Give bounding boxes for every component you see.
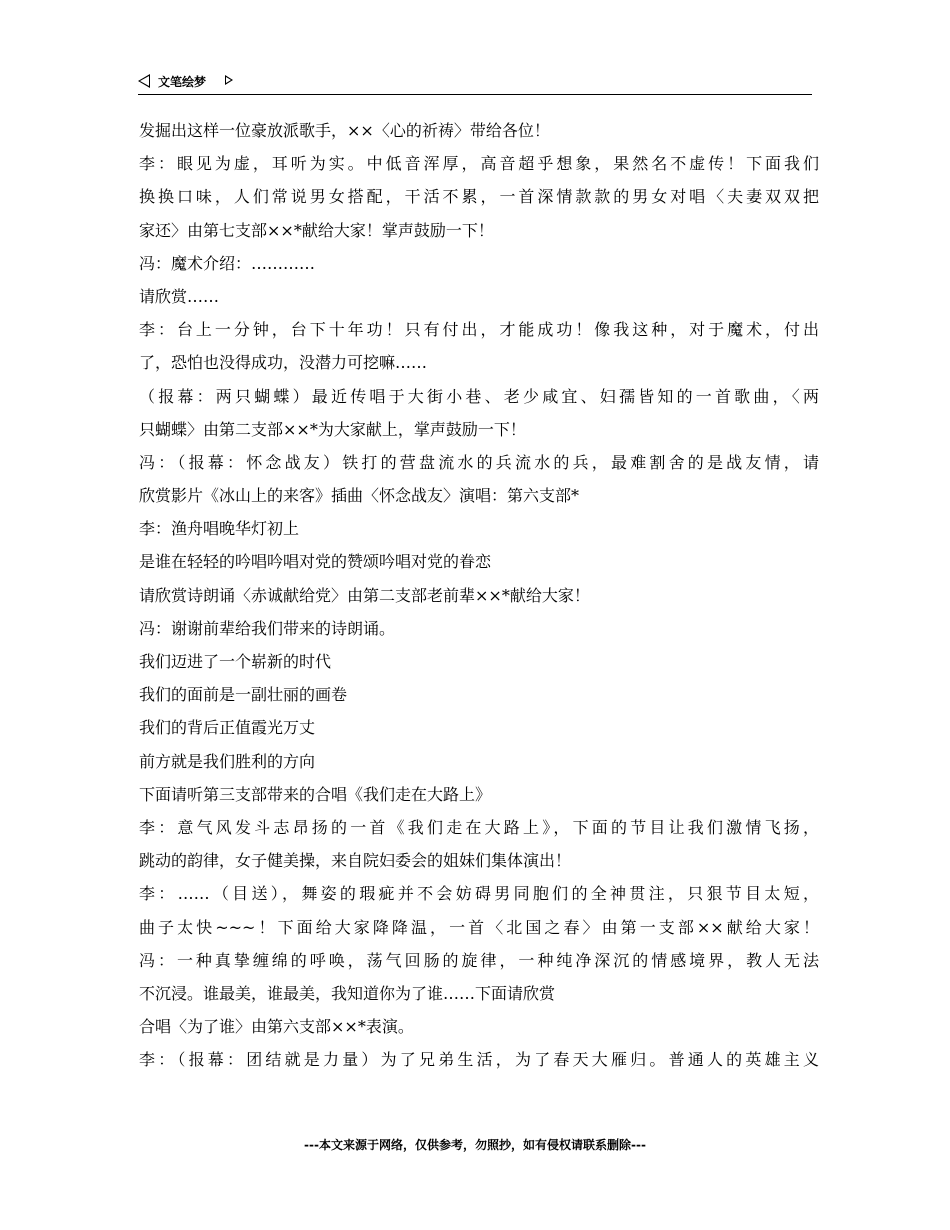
text-line: 李：台上一分钟，台下十年功！只有付出，才能成功！像我这种，对于魔术，付出 [139, 320, 819, 340]
text-line: 跳动的韵律，女子健美操，来自院妇委会的姐妹们集体演出！ [139, 851, 572, 871]
left-triangle-icon [138, 74, 150, 88]
document-body [139, 114, 819, 1076]
text-line: 只蝴蝶〉由第二支部××*为大家献上，掌声鼓励一下！ [139, 419, 526, 439]
page-footer: ---本文来源于网络，仅供参考，勿照抄，如有侵权请联系删除--- [304, 1138, 646, 1152]
text-line: 李：意气风发斗志昂扬的一首《我们走在大路上》，下面的节目让我们激情飞扬， [139, 817, 819, 837]
text-line: 前方就是我们胜利的方向 [139, 751, 316, 771]
page-header [138, 70, 812, 95]
text-line: 家还〉由第七支部××*献给大家！掌声鼓励一下！ [139, 220, 494, 240]
text-line: （报幕：两只蝴蝶）最近传唱于大街小巷、老少咸宜、妇孺皆知的一首歌曲，〈两 [139, 386, 819, 406]
text-line: 冯：谢谢前辈给我们带来的诗朗诵。 [139, 618, 396, 638]
text-line: 合唱〈为了谁〉由第六支部××*表演。 [139, 1017, 414, 1037]
text-line: 不沉浸。谁最美，谁最美，我知道你为了谁……下面请欣赏 [139, 983, 556, 1003]
text-line: 冯：（报幕：怀念战友）铁打的营盘流水的兵流水的兵，最难割舍的是战友情，请 [139, 452, 819, 472]
text-line: 换换口味，人们常说男女搭配，干活不累，一首深情款款的男女对唱〈夫妻双双把 [139, 187, 819, 207]
text-line: 发掘出这样一位豪放派歌手，××〈心的祈祷〉带给各位！ [139, 121, 550, 140]
text-line: 欣赏影片《冰山上的来客》插曲〈怀念战友〉演唱：第六支部* [139, 486, 580, 506]
text-line: 李：渔舟唱晚华灯初上 [139, 519, 300, 539]
text-line: 是谁在轻轻的吟唱吟唱对党的赞颂吟唱对党的眷恋 [139, 552, 492, 572]
text-line: 冯：魔术介绍：………… [139, 253, 316, 273]
text-line: 请欣赏…… [139, 286, 220, 306]
text-line: 李：……（目送），舞姿的瑕疵并不会妨碍男同胞们的全神贯注，只狠节目太短， [139, 884, 819, 904]
text-line: 李：眼见为虚，耳听为实。中低音浑厚，高音超乎想象，果然名不虚传！下面我们 [139, 154, 819, 174]
text-line: 李：（报幕：团结就是力量）为了兄弟生活，为了春天大雁归。普通人的英雄主义 [139, 1050, 819, 1070]
right-triangle-icon [225, 75, 233, 85]
text-line: 曲子太快~~~！下面给大家降降温，一首〈北国之春〉由第一支部××献给大家！ [139, 917, 819, 937]
text-line: 我们的背后正值霞光万丈 [139, 718, 316, 738]
text-line: 请欣赏诗朗诵〈赤诚献给党〉由第二支部老前辈××*献给大家！ [139, 585, 590, 605]
text-line: 下面请听第三支部带来的合唱《我们走在大路上》 [139, 784, 492, 804]
text-line: 了，恐怕也没得成功，没潜力可挖嘛…… [139, 353, 428, 373]
text-line: 我们迈进了一个崭新的时代 [139, 652, 332, 671]
header-title: 文笔绘梦 [158, 75, 207, 89]
text-line: 冯：一种真挚缠绵的呼唤，荡气回肠的旋律，一种纯净深沉的情感境界，教人无法 [139, 950, 819, 970]
text-line: 我们的面前是一副壮丽的画卷 [139, 685, 348, 705]
